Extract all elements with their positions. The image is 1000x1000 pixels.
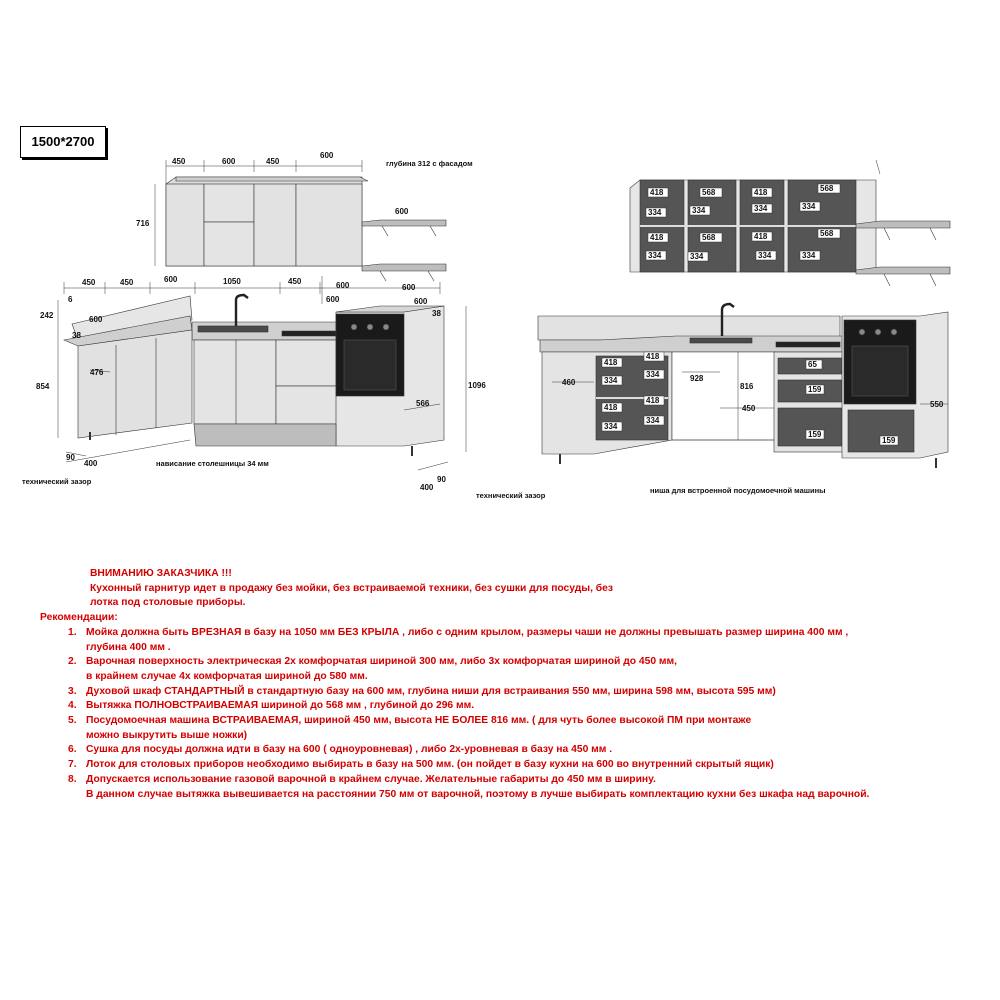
bdim-550: 550: [930, 400, 944, 409]
recommendation-item: 6. Сушка для посуды должна идти в базу на 600 ( одноуровневая) , либо 2х-уровневая в базу на 450 мм .: [68, 744, 613, 756]
niche-note: ниша для встроенной посудомоечной машины: [650, 486, 826, 495]
udim-418-a: 418: [650, 188, 664, 197]
bdim-418-c: 418: [604, 403, 618, 412]
dim-400-left: 400: [84, 459, 98, 468]
udim-418-b: 418: [754, 188, 768, 197]
udim-568-b: 568: [820, 184, 834, 193]
dim-450-upper-b: 450: [266, 157, 280, 166]
recommendation-line: можно выкрутить выше ножки): [86, 729, 248, 741]
bdim-334-b: 334: [646, 370, 660, 379]
dim-base-450-c: 450: [288, 277, 302, 286]
recommendation-line: В данном случае вытяжка вывешивается на расстоянии 750 мм от варочной, поэтому в лучше выбирать комплектацию кухни без шкафа над варочной.: [86, 788, 870, 800]
recommendation-item: 7. Лоток для столовых приборов необходимо выбирать в базу на 500 мм. (он пойдет в базу кухни на 600 во внутренний скрытый ящик): [68, 759, 774, 771]
dim-gap-600: 600: [326, 295, 340, 304]
recommendation-item: 3. Духовой шкаф СТАНДАРТНЫЙ в стандартную базу на 600 мм, глубина ниши для встраивания 550 мм, ширина 598 мм, высота 595 мм): [68, 685, 776, 697]
bdim-334-d: 334: [646, 416, 660, 425]
dim-90-left: 90: [66, 453, 75, 462]
bdim-418-d: 418: [646, 396, 660, 405]
upper-depth-note: глубина 312 с фасадом: [386, 159, 473, 168]
recommendations-title: Рекомендации:: [40, 612, 118, 624]
tech-gap-right-note: технический зазор: [476, 491, 546, 500]
dim-716: 716: [136, 219, 150, 228]
dim-450-upper-a: 450: [172, 157, 186, 166]
recommendation-item: 2. Варочная поверхность электрическая 2х комфорчатая шириной 300 мм, либо 3х комфорчатая шириной до 450 мм,: [68, 656, 678, 668]
dim-600-upper-b: 600: [320, 151, 334, 160]
recommendation-item: 4. Вытяжка ПОЛНОВСТРАИВАЕМАЯ шириной до 568 мм , глубиной до 296 мм.: [68, 700, 475, 712]
udim-568-a: 568: [702, 188, 716, 197]
dim-base-600-b: 600: [336, 281, 350, 290]
udim-334-e: 334: [648, 251, 662, 260]
bdim-450: 450: [742, 404, 756, 413]
udim-334-d: 334: [802, 202, 816, 211]
dim-476: 476: [90, 368, 104, 377]
udim-334-b: 334: [692, 206, 706, 215]
udim-334-h: 334: [802, 251, 816, 260]
dim-base-450-a: 450: [82, 278, 96, 287]
dim-base-600-a: 600: [164, 275, 178, 284]
tech-gap-left-note: технический зазор: [22, 477, 92, 486]
intro-line-2: лотка под столовые приборы.: [90, 597, 246, 609]
overhang-note: нависание столешницы 34 мм: [156, 459, 269, 468]
udim-334-g: 334: [758, 251, 772, 260]
warning-heading: ВНИМАНИЮ ЗАКАЗЧИКА !!!: [90, 568, 232, 579]
dim-90-right: 90: [437, 475, 446, 484]
bdim-159-c: 159: [882, 436, 896, 445]
udim-418-d: 418: [754, 232, 768, 241]
dim-6: 6: [68, 295, 73, 304]
recommendation-item: 5. Посудомоечная машина ВСТРАИВАЕМАЯ, шириной 450 мм, высота НЕ БОЛЕЕ 816 мм. ( для чуть более высокой ПМ при монтаже: [68, 715, 752, 727]
dim-854: 854: [36, 382, 50, 391]
dim-shelf-600: 600: [395, 207, 409, 216]
dim-400-right: 400: [420, 483, 434, 492]
dim-38-a: 38: [72, 331, 81, 340]
dim-566: 566: [416, 399, 430, 408]
recommendation-line: глубина 400 мм .: [86, 641, 171, 653]
dim-base-450-b: 450: [120, 278, 134, 287]
udim-418-c: 418: [650, 233, 664, 242]
udim-568-d: 568: [820, 229, 834, 238]
bdim-334-c: 334: [604, 422, 618, 431]
customer-notes: [40, 567, 968, 802]
recommendation-item: 1. Мойка должна быть ВРЕЗНАЯ в базу на 1050 мм БЕЗ КРЫЛА , либо с одним крылом, размеры чаши не должны превышать размер ширина 400 мм ,: [68, 626, 849, 638]
bdim-816: 816: [740, 382, 754, 391]
dim-600-panel: 600: [89, 315, 103, 324]
recommendation-line: в крайнем случае 4х комфорчатая шириной до 580 мм.: [86, 670, 368, 682]
bdim-928: 928: [690, 374, 704, 383]
dim-base-1050: 1050: [223, 277, 241, 286]
udim-334-a: 334: [648, 208, 662, 217]
udim-334-f: 334: [690, 252, 704, 261]
bdim-334-a: 334: [604, 376, 618, 385]
dim-right-600: 600: [414, 297, 428, 306]
dim-38-b: 38: [432, 309, 441, 318]
recommendation-item: 8. Допускается использование газовой варочной в крайнем случае. Желательные габариты до 450 мм в ширину.: [68, 773, 656, 785]
size-label: 1500*2700: [20, 126, 106, 158]
udim-568-c: 568: [702, 233, 716, 242]
bdim-159-b: 159: [808, 430, 822, 439]
bdim-460: 460: [562, 378, 576, 387]
dim-base-600-c: 600: [402, 283, 416, 292]
bdim-65: 65: [808, 360, 817, 369]
dim-1096: 1096: [468, 381, 486, 390]
bdim-418-b: 418: [646, 352, 660, 361]
bdim-159-a: 159: [808, 385, 822, 394]
dim-242: 242: [40, 311, 54, 320]
udim-334-c: 334: [754, 204, 768, 213]
bdim-418-a: 418: [604, 358, 618, 367]
intro-line-1: Кухонный гарнитур идет в продажу без мойки, без встраиваемой техники, без сушки для посуды, без: [90, 582, 614, 594]
dim-600-upper-a: 600: [222, 157, 236, 166]
